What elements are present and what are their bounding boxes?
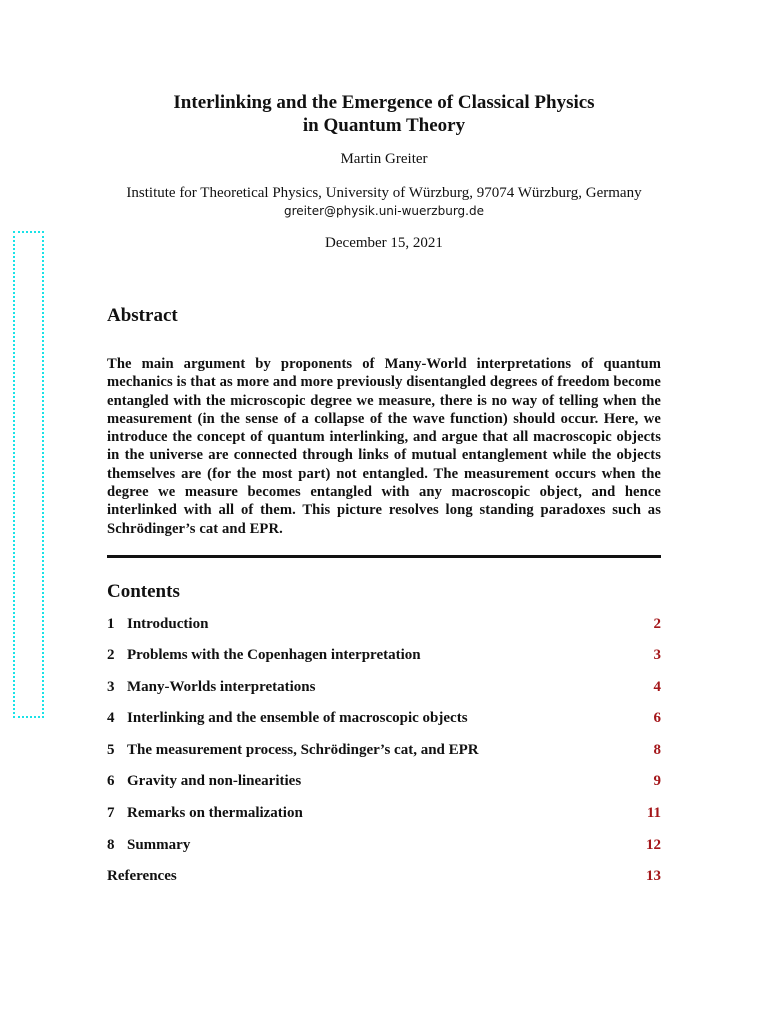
arxiv-stamp-box [13, 231, 44, 718]
toc-page-link[interactable]: 4 [653, 679, 661, 695]
toc-title: Introduction [127, 616, 209, 632]
paper-date: December 15, 2021 [325, 235, 443, 251]
toc-number: 1 [107, 616, 115, 632]
toc-page-link[interactable]: 2 [653, 616, 661, 632]
toc-page-link[interactable]: 12 [646, 837, 661, 853]
toc-entry-references[interactable] [107, 866, 661, 886]
toc-title: The measurement process, Schrödinger’s cat, and EPR [127, 742, 479, 758]
toc-entry-gravity[interactable] [107, 771, 661, 791]
toc-number: 2 [107, 647, 115, 663]
toc-entry-interlinking[interactable] [107, 708, 661, 728]
toc-title: References [107, 868, 177, 884]
toc-title: Summary [127, 837, 191, 853]
author-name: Martin Greiter [340, 151, 428, 167]
toc-page-link[interactable]: 3 [653, 647, 661, 663]
toc-page-link[interactable]: 9 [653, 773, 661, 789]
toc-number: 3 [107, 679, 115, 695]
toc-title: Many-Worlds interpretations [127, 679, 316, 695]
title-line-2: in Quantum Theory [302, 115, 466, 136]
toc-entry-thermalization[interactable] [107, 803, 661, 823]
paper-title [0, 91, 768, 137]
toc-page-link[interactable]: 11 [646, 805, 661, 821]
toc-page-link[interactable]: 13 [646, 868, 661, 884]
horizontal-rule [107, 555, 661, 558]
toc-number: 8 [107, 837, 115, 853]
toc-entry-summary[interactable] [107, 835, 661, 855]
contents-heading: Contents [107, 581, 180, 602]
toc-title: Remarks on thermalization [127, 805, 303, 821]
toc-number: 4 [107, 710, 115, 726]
toc-entry-copenhagen[interactable] [107, 645, 661, 665]
abstract-text: The main argument by proponents of Many-World interpretations of quantum mechanics is that as more and more previously disentangled degrees of freedom become entangled with the microscopic degree we measure, there is no way of telling when the measurement (in the sense of a collapse of the wave function) should occur. Here, we introduce the concept of quantum interlinking, and argue that all macroscopic objects in the universe are connected through links of mutual entanglement while the objects themselves are (for the most part) not entangled. The measurement occurs when the degree we measure becomes entangled with any macroscopic object, and hence interlinked with all of them. This picture resolves long standing paradoxes such as Schrödinger’s cat and EPR. [107, 356, 661, 537]
title-line-1: Interlinking and the Emergence of Classical Physics [173, 92, 595, 113]
toc-number: 5 [107, 742, 115, 758]
abstract-heading: Abstract [107, 305, 178, 326]
toc-number: 7 [107, 805, 115, 821]
toc-title: Gravity and non-linearities [127, 773, 302, 789]
toc-entry-introduction[interactable] [107, 614, 661, 634]
toc-title: Problems with the Copenhagen interpretation [127, 647, 421, 663]
toc-number: 6 [107, 773, 115, 789]
email-link[interactable]: greiter@physik.uni-wuerzburg.de [284, 204, 484, 218]
toc-entry-many-worlds[interactable] [107, 677, 661, 697]
affiliation: Institute for Theoretical Physics, University of Würzburg, 97074 Würzburg, Germany [126, 185, 642, 201]
toc-page-link[interactable]: 8 [653, 742, 661, 758]
toc-page-link[interactable]: 6 [653, 710, 661, 726]
toc-title: Interlinking and the ensemble of macroscopic objects [127, 710, 468, 726]
toc-entry-measurement[interactable] [107, 740, 661, 760]
